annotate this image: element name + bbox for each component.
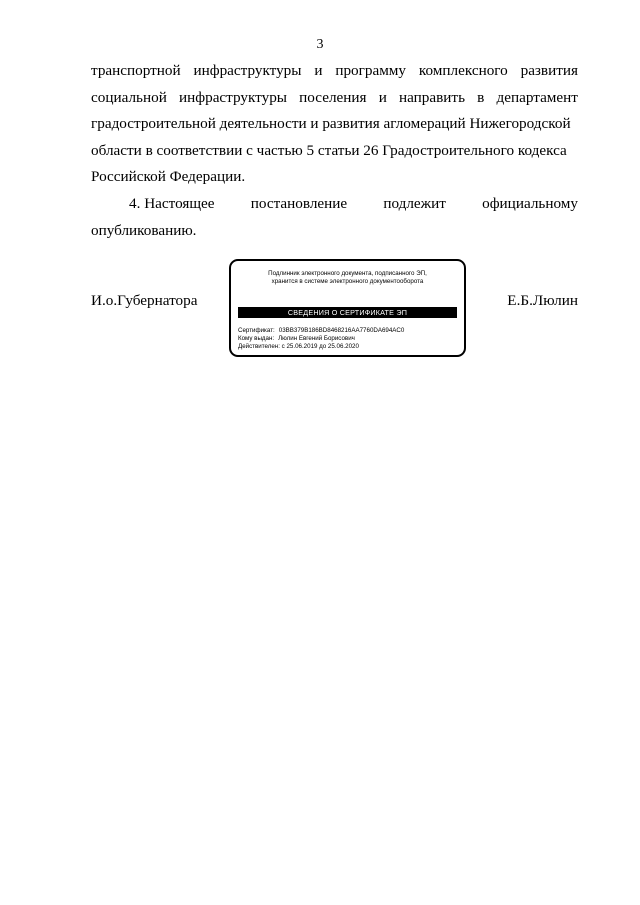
issued-to-label: Кому выдан: [238, 335, 275, 342]
body-word: инфраструктуры [193, 62, 302, 79]
issued-to-value: Люлин Евгений Борисович [278, 335, 355, 342]
body-line-3: градостроительной деятельности и развития агломераций Нижегородской [91, 115, 571, 133]
stamp-note [231, 270, 464, 286]
body-word: департамент [496, 88, 578, 106]
body-word: развития [520, 62, 578, 79]
stamp-heading: СВЕДЕНИЯ О СЕРТИФИКАТЕ ЭП [238, 307, 457, 318]
body-word: транспортной [91, 62, 181, 79]
certificate-label: Сертификат: [238, 327, 275, 334]
electronic-signature-stamp [229, 259, 466, 357]
item-4-line-2: опубликованию. [91, 221, 197, 239]
body-word: и [378, 88, 387, 106]
body-word: программу [335, 62, 407, 79]
body-word: социальной [91, 88, 167, 106]
document-body [91, 58, 578, 244]
body-word: комплексного [418, 62, 508, 79]
signer-title: И.о.Губернатора [91, 292, 198, 309]
body-line-2 [91, 85, 578, 112]
stamp-details [238, 327, 404, 351]
validity-row: Действителен: с 25.06.2019 до 25.06.2020 [238, 343, 359, 350]
body-word: 4. Настоящее [129, 194, 215, 212]
certificate-row [238, 327, 404, 335]
body-word: и [314, 62, 323, 79]
body-line-5: Российской Федерации. [91, 168, 246, 186]
stamp-note-line-1: Подлинник электронного документа, подписанного ЭП, [268, 270, 427, 277]
body-word: официальному [482, 194, 578, 212]
item-4-line-1 [91, 191, 578, 218]
body-word: инфраструктуры [179, 88, 287, 106]
body-word: направить [399, 88, 465, 106]
body-line-1 [91, 58, 578, 85]
stamp-note-line-2: хранится в системе электронного документооборота [271, 278, 424, 285]
body-word: постановление [250, 194, 348, 212]
body-word: подлежит [383, 194, 446, 212]
page-number: 3 [316, 37, 324, 52]
body-line-4: области в соответствии с частью 5 статьи 26 Градостроительного кодекса [91, 141, 567, 159]
signer-name: Е.Б.Люлин [507, 292, 578, 309]
body-word: в [477, 88, 485, 106]
body-word: поселения [299, 88, 367, 106]
issued-to-row [238, 335, 404, 343]
certificate-value: 03BB379B186BD8468216AA7760DA694AC0 [278, 327, 405, 334]
